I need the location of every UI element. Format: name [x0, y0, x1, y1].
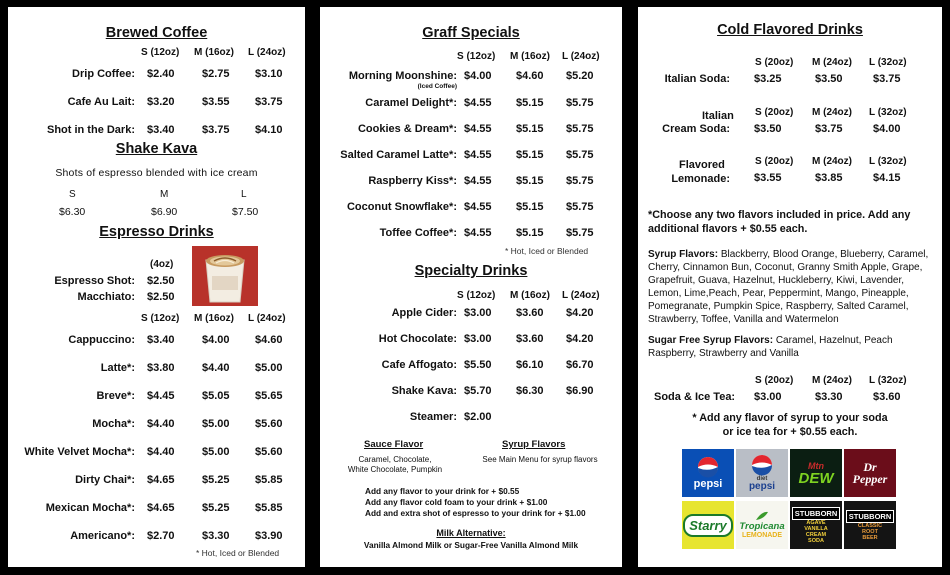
price-medium: $5.00	[202, 446, 230, 458]
price-small: $3.80	[147, 362, 175, 374]
menu-item-name: Steamer:	[409, 411, 457, 423]
price-medium: $3.60	[516, 333, 544, 345]
price-medium: $3.75	[202, 124, 230, 136]
menu-item-name: Cappuccino:	[68, 334, 135, 346]
syrup-flavors-title: Syrup Flavors	[502, 439, 566, 450]
price-large: $4.20	[566, 333, 594, 345]
menu-item-name: Shake Kava:	[391, 385, 457, 397]
menu-item-name: Americano*:	[70, 530, 135, 542]
price-small: $2.00	[464, 411, 492, 423]
size-header-m: M	[160, 189, 169, 200]
price-small: $3.25	[754, 73, 782, 85]
size-header-m: M (16oz)	[510, 290, 550, 301]
menu-item-name: Mocha*:	[92, 418, 135, 430]
size-header-s: S	[69, 189, 76, 200]
price-medium: $6.90	[151, 206, 178, 218]
price-large: $5.75	[566, 227, 594, 239]
shake-kava-title: Shake Kava	[115, 141, 198, 157]
price-large: $5.65	[255, 390, 283, 402]
price-medium: $4.40	[202, 362, 230, 374]
price-medium: $3.75	[815, 123, 843, 135]
price-medium: $3.60	[516, 307, 544, 319]
price-medium: $5.15	[516, 201, 544, 213]
milk-alternative-text: Vanilla Almond Milk or Sugar-Free Vanilla Almond Milk	[363, 540, 579, 550]
pepsi-logo: pepsi	[682, 449, 734, 497]
price-small: $6.30	[59, 206, 86, 218]
dr-pepper-logo: Dr Pepper	[844, 449, 896, 497]
addon-line: Add and extra shot of espresso to your drink for + $1.00	[365, 508, 586, 518]
size-header-l: L (24oz)	[562, 290, 600, 301]
price-small: $2.70	[147, 530, 175, 542]
menu-item-name: Coconut Snowflake*:	[346, 201, 457, 213]
price-medium: $4.00	[202, 334, 230, 346]
size-header-l: L (32oz)	[869, 107, 907, 118]
size-header-l: L (24oz)	[248, 313, 286, 324]
price-large: $3.60	[873, 391, 901, 403]
milk-alternative-title: Milk Alternative:	[436, 528, 506, 538]
menu-item-name: Raspberry Kiss*:	[368, 175, 457, 187]
mountain-dew-logo: Mtn DEW	[790, 449, 842, 497]
price-medium: $2.75	[202, 68, 230, 80]
menu-item-name: Apple Cider:	[391, 307, 457, 319]
sauce-flavor-title: Sauce Flavor	[364, 439, 424, 450]
price-large: $4.15	[873, 172, 901, 184]
menu-item-name: White Velvet Mocha*:	[24, 446, 135, 458]
price-medium: $6.10	[516, 359, 544, 371]
price-large: $6.70	[566, 359, 594, 371]
brewed-coffee-title: Brewed Coffee	[105, 25, 208, 41]
price-medium: $5.15	[516, 149, 544, 161]
price-medium: $3.30	[815, 391, 843, 403]
price-small: $4.55	[464, 227, 492, 239]
price-medium: $5.25	[202, 502, 230, 514]
espresso-shot-label: Espresso Shot:	[54, 275, 135, 287]
menu-item-name: Toffee Coffee*:	[379, 227, 457, 239]
menu-panel-middle	[320, 7, 622, 567]
price-medium: $5.15	[516, 123, 544, 135]
size-header-m: M (24oz)	[812, 57, 852, 68]
price-medium: $5.25	[202, 474, 230, 486]
menu-item-name: Mexican Mocha*:	[45, 502, 135, 514]
soda-syrup-note: * Add any flavor of syrup to your soda	[692, 412, 888, 424]
menu-item-name: Shot in the Dark:	[46, 124, 135, 136]
price-medium: $5.15	[516, 227, 544, 239]
syrup-flavors-label: Syrup Flavors:	[648, 249, 719, 260]
price-medium: $5.15	[516, 175, 544, 187]
price-large: $4.10	[255, 124, 283, 136]
shake-kava-subtitle: Shots of espresso blended with ice cream	[55, 167, 258, 179]
addon-line: Add any flavor to your drink for + $0.55	[365, 486, 520, 496]
pepsi-globe-icon	[697, 456, 719, 478]
price-small: $4.65	[147, 474, 175, 486]
price-small: $4.55	[464, 97, 492, 109]
menu-panel-right	[638, 7, 942, 567]
price-large: $5.85	[255, 474, 283, 486]
price-large: $5.75	[566, 149, 594, 161]
price-medium: $6.30	[516, 385, 544, 397]
price-large: $3.90	[255, 530, 283, 542]
menu-item-name: Latte*:	[100, 362, 135, 374]
size-header-m: M (24oz)	[812, 156, 852, 167]
size-header-l: L (32oz)	[869, 57, 907, 68]
size-header-m: M (16oz)	[194, 47, 234, 58]
price-large: $3.75	[255, 96, 283, 108]
italian-cream-soda-label: Cream Soda:	[662, 123, 730, 135]
espresso-drinks-title: Espresso Drinks	[99, 224, 214, 240]
size-header-m: M (16oz)	[510, 51, 550, 62]
menu-item-name: Morning Moonshine:	[348, 70, 457, 82]
price-medium: $4.60	[516, 70, 544, 82]
coffee-cup-photo	[192, 246, 258, 306]
price-large: $3.10	[255, 68, 283, 80]
price-large: $4.20	[566, 307, 594, 319]
syrup-flavors-line: See Main Menu for syrup flavors	[482, 455, 598, 464]
syrup-flavors-list: Blackberry, Blood Orange, Blueberry, Caramel, Cherry, Cinnamon Bun, Coconut, Granny Smith Apple, Grape, Grapefruit, Guava, Hazelnut, Huckleberry, Kiwi, Lavender, Lemon, Lime,Peach, Pear, Peppermint, Mango, Pineapple, Pomegranate, Pumpkin Spice, Raspberry, Salted Caramel, Strawberry, Toffee, Vanilla and Watermelon	[648, 249, 929, 325]
price-large: $7.50	[232, 206, 259, 218]
diet-pepsi-logo: diet pepsi	[736, 449, 788, 497]
menu-item-name: Cafe Au Lait:	[67, 96, 135, 108]
menu-item-name: Cafe Affogato:	[381, 359, 457, 371]
price-small: $4.55	[464, 201, 492, 213]
macchiato-label: Macchiato:	[77, 291, 135, 303]
italian-cream-soda-label: Italian	[702, 110, 734, 122]
price-large: $5.00	[255, 362, 283, 374]
price-large: $4.00	[873, 123, 901, 135]
price-small: $3.00	[464, 307, 492, 319]
soda-syrup-note: or ice tea for + $0.55 each.	[722, 426, 858, 438]
price-large: $5.75	[566, 123, 594, 135]
price-small: $4.40	[147, 418, 175, 430]
menu-item-name: Breve*:	[96, 390, 135, 402]
sugar-free-list: Caramel, Hazelnut, Peach Raspberry, Strawberry and Vanilla	[648, 335, 893, 359]
price-small: $4.55	[464, 175, 492, 187]
price-small: $3.20	[147, 96, 175, 108]
size-header-l: L (32oz)	[869, 375, 907, 386]
small-size-label: (4oz)	[150, 259, 174, 270]
choose-flavors-note: *Choose any two flavors included in price. Add any additional flavors + $0.55 each.	[648, 209, 911, 235]
menu-item-subtitle: (Iced Coffee)	[417, 83, 457, 90]
price-small: $4.00	[464, 70, 492, 82]
sugar-free-flavors-block	[648, 334, 938, 360]
size-header-l: L (24oz)	[562, 51, 600, 62]
menu-item-name: Salted Caramel Latte*:	[340, 149, 457, 161]
price-small: $3.00	[754, 391, 782, 403]
soda-ice-tea-label: Soda & Ice Tea:	[654, 391, 736, 403]
size-header-l: L (24oz)	[248, 47, 286, 58]
price-medium: $3.85	[815, 172, 843, 184]
price-small: $3.40	[147, 334, 175, 346]
price-small: $3.40	[147, 124, 175, 136]
size-header-l: L	[241, 189, 247, 200]
menu-panel-left	[8, 7, 305, 567]
flavored-lemonade-label: Flavored	[679, 159, 725, 171]
price-large: $5.60	[255, 418, 283, 430]
price-medium: $3.30	[202, 530, 230, 542]
price-large: $5.60	[255, 446, 283, 458]
syrup-flavors-block	[648, 248, 938, 326]
price-small: $5.70	[464, 385, 492, 397]
sauce-flavor-line: White Chocolate, Pumpkin	[347, 465, 443, 474]
price-small: $4.55	[464, 123, 492, 135]
sauce-flavor-line: Caramel, Chocolate,	[358, 455, 432, 464]
size-header-m: M (24oz)	[812, 375, 852, 386]
price-large: $5.75	[566, 175, 594, 187]
specialty-drinks-title: Specialty Drinks	[414, 263, 528, 279]
stubborn-cream-soda-logo: STUBBORN AGAVE VANILLA CREAM SODA	[790, 501, 842, 549]
price-large: $5.75	[566, 201, 594, 213]
price-small: $3.00	[464, 333, 492, 345]
price-large: $5.75	[566, 97, 594, 109]
size-header-s: S (20oz)	[755, 57, 794, 68]
price-medium: $5.00	[202, 418, 230, 430]
espresso-shot-price: $2.50	[147, 275, 175, 287]
price-small: $2.40	[147, 68, 175, 80]
size-header-l: L (32oz)	[869, 156, 907, 167]
flavored-lemonade-label: Lemonade:	[671, 173, 730, 185]
price-medium: $5.05	[202, 390, 230, 402]
price-small: $4.55	[464, 149, 492, 161]
cold-drinks-title: Cold Flavored Drinks	[717, 22, 863, 38]
stubborn-root-beer-logo: STUBBORN CLASSIC ROOT BEER	[844, 501, 896, 549]
price-small: $3.50	[754, 123, 782, 135]
size-header-s: S (12oz)	[457, 51, 496, 62]
macchiato-price: $2.50	[147, 291, 175, 303]
menu-item-name: Hot Chocolate:	[378, 333, 457, 345]
size-header-m: M (16oz)	[194, 313, 234, 324]
tropicana-lemonade-logo: Tropicana LEMONADE	[736, 501, 788, 549]
addon-line: Add any flavor cold foam to your drink + $1.00	[365, 497, 548, 507]
price-large: $5.20	[566, 70, 594, 82]
size-header-m: M (24oz)	[812, 107, 852, 118]
price-medium: $3.50	[815, 73, 843, 85]
menu-item-name: Caramel Delight*:	[365, 97, 457, 109]
sugar-free-label: Sugar Free Syrup Flavors:	[648, 335, 774, 346]
menu-item-name: Dirty Chai*:	[75, 474, 135, 486]
menu-item-name: Cookies & Dream*:	[357, 123, 457, 135]
starry-logo: Starry	[682, 501, 734, 549]
price-large: $6.90	[566, 385, 594, 397]
price-large: $3.75	[873, 73, 901, 85]
price-large: $5.85	[255, 502, 283, 514]
italian-soda-label: Italian Soda:	[664, 73, 730, 85]
pepsi-globe-icon	[751, 454, 773, 476]
price-small: $5.50	[464, 359, 492, 371]
price-small: $4.65	[147, 502, 175, 514]
graff-specials-title: Graff Specials	[422, 25, 520, 41]
size-header-s: S (12oz)	[141, 47, 180, 58]
price-large: $4.60	[255, 334, 283, 346]
menu-item-name: Drip Coffee:	[72, 68, 135, 80]
price-small: $4.45	[147, 390, 175, 402]
size-header-s: S (20oz)	[755, 156, 794, 167]
hot-iced-note: * Hot, Iced or Blended	[505, 246, 589, 256]
price-small: $3.55	[754, 172, 782, 184]
size-header-s: S (12oz)	[457, 290, 496, 301]
price-medium: $5.15	[516, 97, 544, 109]
price-medium: $3.55	[202, 96, 230, 108]
size-header-s: S (20oz)	[755, 107, 794, 118]
hot-iced-note: * Hot, Iced or Blended	[196, 548, 280, 558]
size-header-s: S (12oz)	[141, 313, 180, 324]
leaf-icon	[755, 511, 769, 521]
size-header-s: S (20oz)	[755, 375, 794, 386]
price-small: $4.40	[147, 446, 175, 458]
